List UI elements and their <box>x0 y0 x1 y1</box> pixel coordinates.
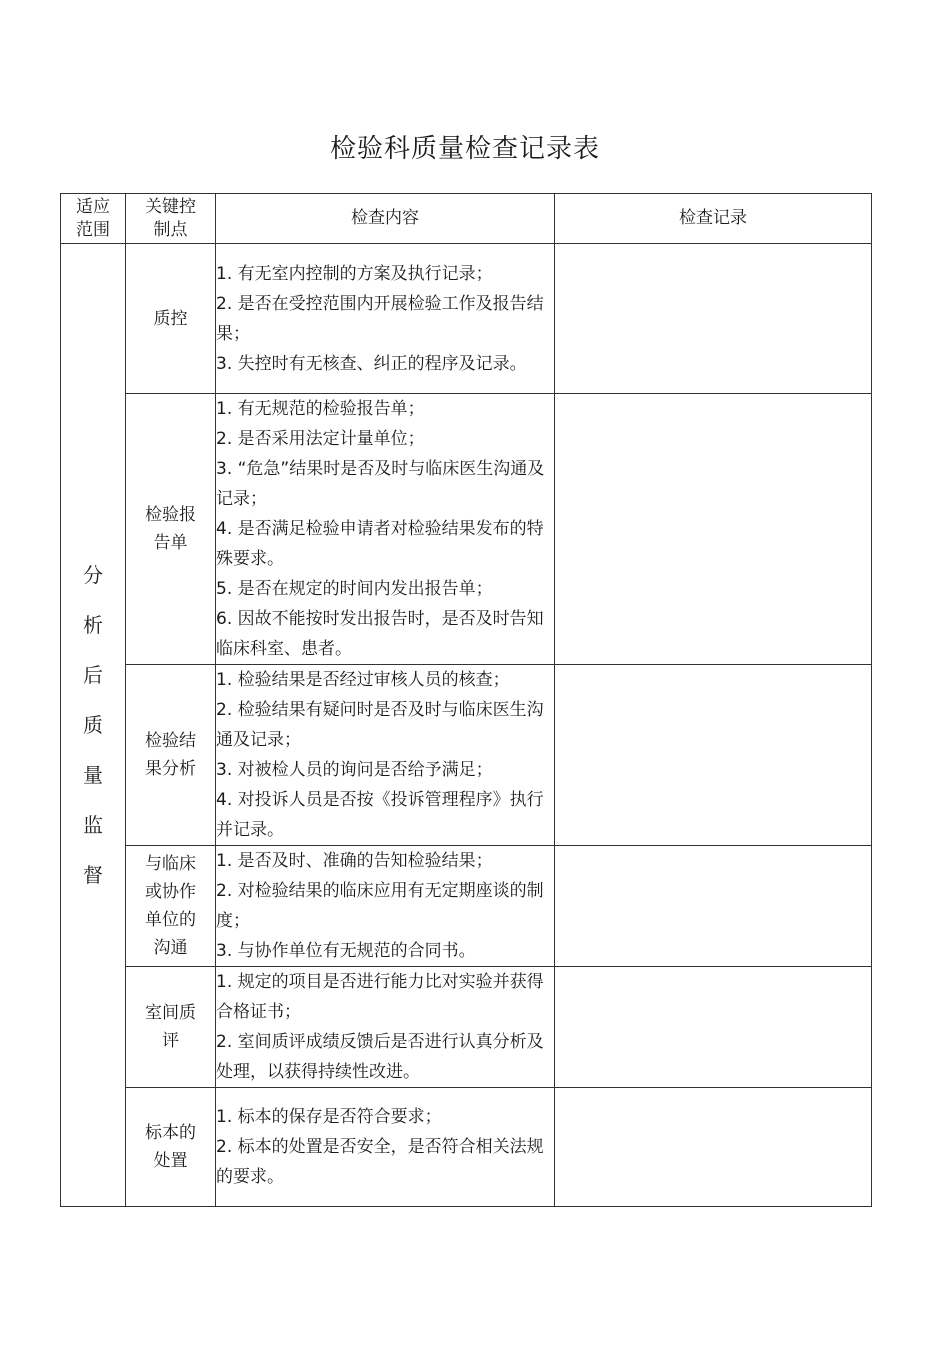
header-record: 检查记录 <box>555 194 872 244</box>
table-row <box>61 967 872 1088</box>
check-item: 3. “危急”结果时是否及时与临床医生沟通及记录； <box>216 459 545 509</box>
key-control-point: 与临床 或协作 单位的 沟通 <box>126 846 216 967</box>
scope-char: 分 <box>83 563 103 587</box>
inspection-table <box>60 193 872 1207</box>
check-record-cell[interactable] <box>555 846 872 967</box>
table-row <box>61 1088 872 1207</box>
check-item: 2. 检验结果有疑问时是否及时与临床医生沟通及记录； <box>216 700 544 750</box>
scope-char: 析 <box>83 613 103 637</box>
check-item: 1. 有无室内控制的方案及执行记录； <box>216 263 493 284</box>
scope-cell <box>61 244 126 1207</box>
check-item: 2. 标本的处置是否安全，是否符合相关法规的要求。 <box>216 1137 544 1187</box>
check-item: 1. 检验结果是否经过审核人员的核查； <box>216 670 510 690</box>
scope-char: 督 <box>83 863 103 887</box>
check-record-cell[interactable] <box>555 967 872 1088</box>
header-content: 检查内容 <box>216 194 555 244</box>
check-item: 4. 对投诉人员是否按《投诉管理程序》执行并记录。 <box>216 790 544 840</box>
table-row <box>61 244 872 394</box>
check-record-cell[interactable] <box>555 394 872 665</box>
page-title: 检验科质量检查记录表 <box>329 134 600 164</box>
check-record-cell[interactable] <box>555 244 872 394</box>
check-content-cell <box>216 1088 555 1207</box>
header-scope-label: 适应 范围 <box>76 196 110 240</box>
check-item: 1. 有无规范的检验报告单； <box>216 399 425 419</box>
check-item: 1. 是否及时、准确的告知检验结果； <box>216 851 493 871</box>
check-content-cell <box>216 967 555 1088</box>
table-row <box>61 665 872 846</box>
key-control-point: 检验结 果分析 <box>126 665 216 846</box>
check-item: 3. 对被检人员的询问是否给予满足； <box>216 760 493 780</box>
header-row <box>61 194 872 244</box>
check-item: 3. 失控时有无核查、纠正的程序及记录。 <box>216 353 527 374</box>
key-control-point: 标本的 处置 <box>126 1088 216 1207</box>
scope-char: 量 <box>83 763 103 787</box>
check-item: 2. 对检验结果的临床应用有无定期座谈的制度； <box>216 881 544 931</box>
check-item: 2. 是否在受控范围内开展检验工作及报告结果； <box>216 293 544 344</box>
check-item: 4. 是否满足检验申请者对检验结果发布的特殊要求。 <box>216 519 544 569</box>
check-record-cell[interactable] <box>555 1088 872 1207</box>
check-item: 2. 室间质评成绩反馈后是否进行认真分析及处理，以获得持续性改进。 <box>216 1032 544 1082</box>
check-item: 1. 标本的保存是否符合要求； <box>216 1107 442 1127</box>
key-control-point: 室间质 评 <box>126 967 216 1088</box>
header-key <box>126 194 216 244</box>
check-item: 6. 因故不能按时发出报告时，是否及时告知临床科室、患者。 <box>216 609 544 659</box>
check-item: 1. 规定的项目是否进行能力比对实验并获得合格证书； <box>216 972 544 1022</box>
key-control-point: 质控 <box>126 244 216 394</box>
check-item: 5. 是否在规定的时间内发出报告单； <box>216 579 493 599</box>
scope-char: 质 <box>83 713 103 737</box>
check-record-cell[interactable] <box>555 665 872 846</box>
check-item: 3. 与协作单位有无规范的合同书。 <box>216 941 476 961</box>
check-item: 2. 是否采用法定计量单位； <box>216 429 425 449</box>
check-content-cell <box>216 394 555 665</box>
table-row <box>61 394 872 665</box>
header-key-label: 关键控 制点 <box>145 196 196 240</box>
scope-char: 后 <box>83 663 103 687</box>
check-content-cell <box>216 244 555 394</box>
check-content-cell <box>216 665 555 846</box>
check-content-cell <box>216 846 555 967</box>
header-scope <box>61 194 126 244</box>
table-row <box>61 846 872 967</box>
scope-char: 监 <box>83 813 103 837</box>
key-control-point: 检验报 告单 <box>126 394 216 665</box>
